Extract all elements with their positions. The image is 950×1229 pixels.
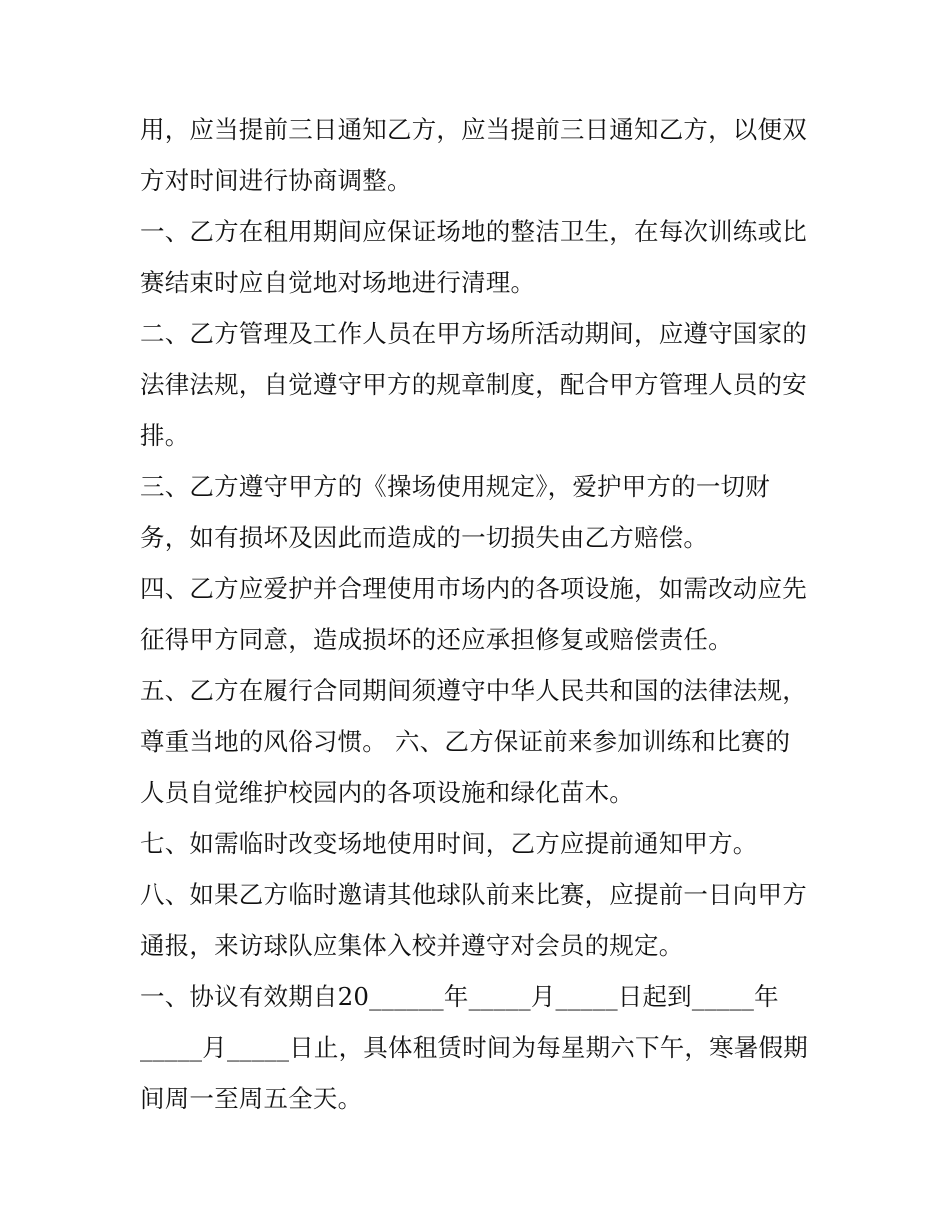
text-line: 四、乙方应爱护并合理使用市场内的各项设施，如需改动应先	[140, 574, 807, 603]
text-line: 尊重当地的风俗习惯。 六、乙方保证前来参加训练和比赛的	[140, 727, 791, 756]
text-line: 排。	[140, 421, 190, 450]
text-line: 五、乙方在履行合同期间须遵守中华人民共和国的法律法规，	[140, 676, 807, 705]
text-line: _____月_____日止，具体租赁时间为每星期六下午，寒暑假期	[140, 1033, 808, 1062]
text-line: 三、乙方遵守甲方的《操场使用规定》，爱护甲方的一切财	[140, 472, 770, 501]
text-line: 一、乙方在租用期间应保证场地的整洁卫生，在每次训练或比	[140, 217, 807, 246]
text-line: 赛结束时应自觉地对场地进行清理。	[140, 268, 536, 297]
text-line: 征得甲方同意，造成损坏的还应承担修复或赔偿责任。	[140, 625, 733, 654]
text-line: 间周一至周五全天。	[140, 1084, 363, 1113]
text-line: 用，应当提前三日通知乙方，应当提前三日通知乙方，以便双	[140, 115, 807, 144]
text-line: 务，如有损坏及因此而造成的一切损失由乙方赔偿。	[140, 523, 709, 552]
text-line: 方对时间进行协商调整。	[140, 166, 412, 195]
text-line: 一、协议有效期自20______年_____月_____日起到_____年	[140, 982, 779, 1011]
text-line: 七、如需临时改变场地使用时间，乙方应提前通知甲方。	[140, 829, 758, 858]
text-line: 二、乙方管理及工作人员在甲方场所活动期间，应遵守国家的	[140, 319, 807, 348]
text-line: 人员自觉维护校园内的各项设施和绿化苗木。	[140, 778, 634, 807]
text-line: 通报，来访球队应集体入校并遵守对会员的规定。	[140, 931, 684, 960]
text-line: 八、如果乙方临时邀请其他球队前来比赛，应提前一日向甲方	[140, 880, 807, 909]
document-body	[140, 104, 830, 1124]
text-line: 法律法规，自觉遵守甲方的规章制度，配合甲方管理人员的安	[140, 370, 807, 399]
